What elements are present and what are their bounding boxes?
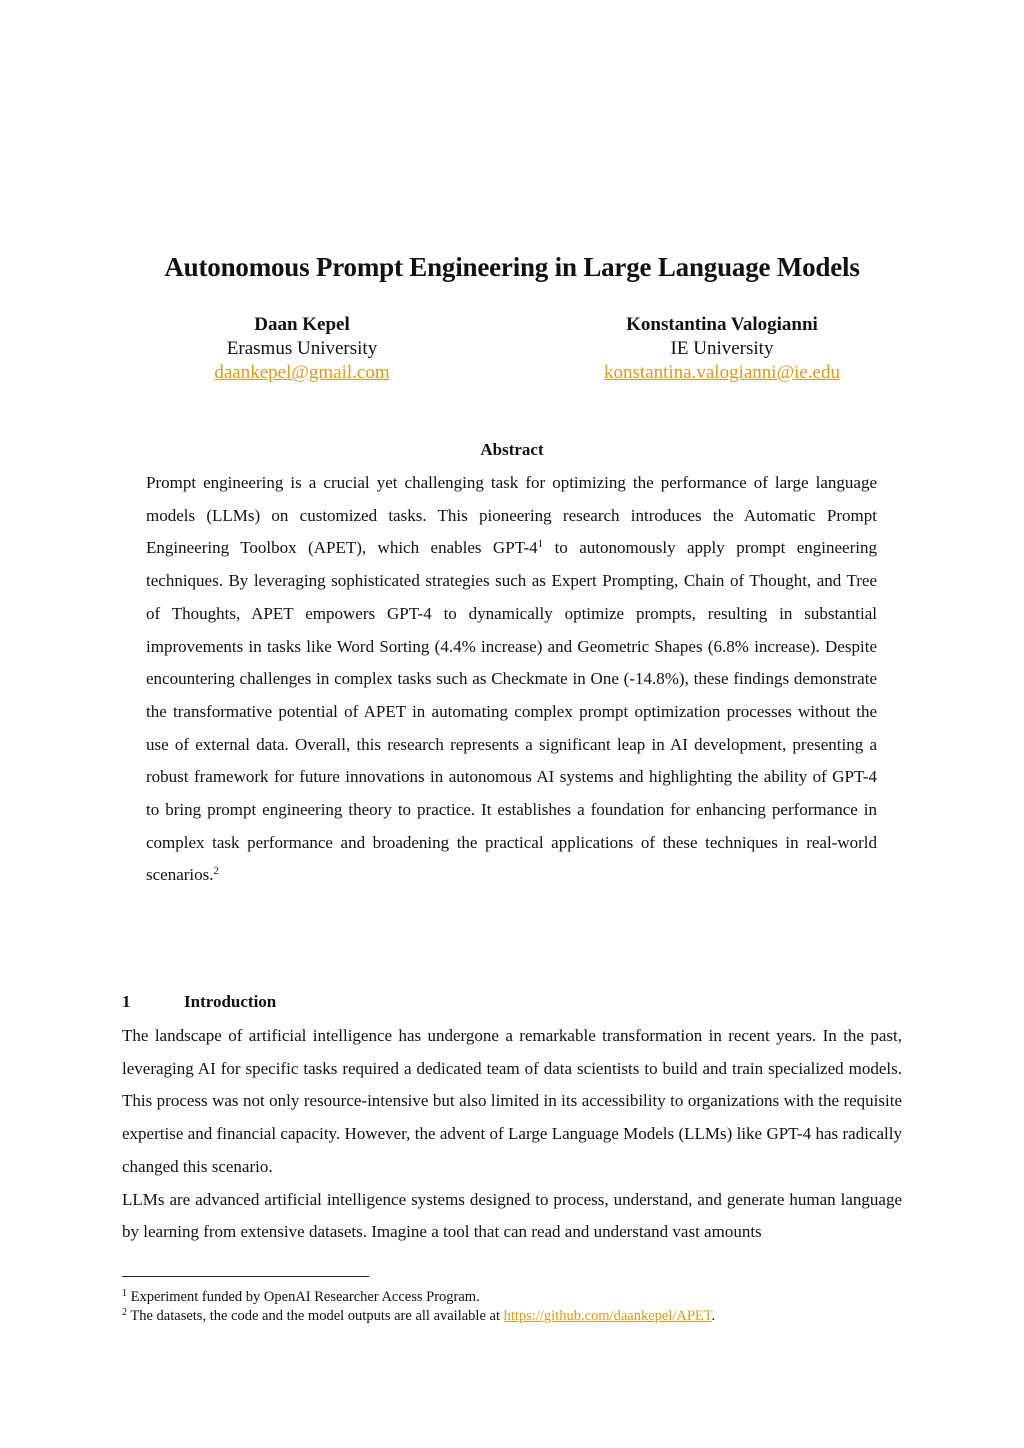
footnote-text-end: . — [711, 1308, 716, 1324]
abstract-text — [146, 467, 877, 892]
abstract-text-part: to autonomously apply prompt engineering techniques. By leveraging sophisticated strategies such as Expert Prompting, Chain of Thought, and Tree of Thoughts, APET empowers GPT-4 to dynamically optimize prompts, resulting in substantial improvements in tasks like Word Sorting (4.4% increase) and Geometric Shapes (6.8% increase). Despite encountering challenges in complex tasks such as Checkmate in One (-14.8%), these findings demonstrate the transformative potential of APET in automating complex prompt optimization processes without the use of external data. Overall, this research represents a significant leap in AI development, presenting a robust framework for future innovations in autonomous AI systems and highlighting the ability of GPT-4 to bring prompt engineering theory to practice. It establishes a foundation for enhancing performance in complex task performance and broadening the practical applications of these techniques in real-world scenarios. — [146, 538, 877, 885]
author-affiliation: Erasmus University — [226, 338, 378, 359]
author-block-2 — [512, 313, 932, 385]
section-number: 1 — [122, 992, 131, 1011]
footnote-number: 1 — [122, 1288, 127, 1299]
author-affiliation: IE University — [670, 338, 774, 359]
author-email-link[interactable]: daankepel@gmail.com — [214, 362, 390, 383]
section-heading-introduction — [122, 992, 276, 1012]
author-block-1 — [92, 313, 512, 385]
footnote-number: 2 — [122, 1307, 127, 1318]
footnote-divider — [122, 1276, 369, 1277]
footnote-ref-2[interactable]: 2 — [213, 865, 220, 878]
author-name: Daan Kepel — [254, 314, 350, 335]
author-name: Konstantina Valogianni — [626, 314, 818, 335]
section-body — [122, 1020, 902, 1249]
abstract-heading: Abstract — [480, 440, 544, 459]
footnotes — [122, 1288, 902, 1326]
body-paragraph: LLMs are advanced artificial intelligence systems designed to process, understand, and generate human language by learning from extensive datasets. Imagine a tool that can read and understand vast amounts — [122, 1189, 902, 1242]
footnote-text: Experiment funded by OpenAI Researcher Access Program. — [130, 1289, 480, 1305]
footnote-1 — [122, 1288, 902, 1307]
footnote-2 — [122, 1307, 902, 1326]
paper-title: Autonomous Prompt Engineering in Large Language Models — [164, 252, 860, 282]
abstract-text-part: Prompt engineering is a crucial yet challenging task for optimizing the performance of large language models (LLMs) on customized tasks. This pioneering research introduces the Automatic Prompt Engineering Toolbox (APET), which enables GPT-4 — [146, 473, 877, 558]
github-link[interactable]: https://github.com/daankepel/APET — [503, 1308, 712, 1324]
footnote-text: The datasets, the code and the model outputs are all available at — [130, 1308, 504, 1324]
body-paragraph: The landscape of artificial intelligence has undergone a remarkable transformation in recent years. In the past, leveraging AI for specific tasks required a dedicated team of data scientists to build and train specialized models. This process was not only resource-intensive but also limited in its accessibility to organizations with the requisite expertise and financial capacity. However, the advent of Large Language Models (LLMs) like GPT-4 has radically changed this scenario. — [122, 1026, 902, 1176]
footnote-ref-1[interactable]: 1 — [537, 538, 544, 551]
author-email-link[interactable]: konstantina.valogianni@ie.edu — [604, 362, 840, 383]
section-title: Introduction — [184, 992, 277, 1011]
